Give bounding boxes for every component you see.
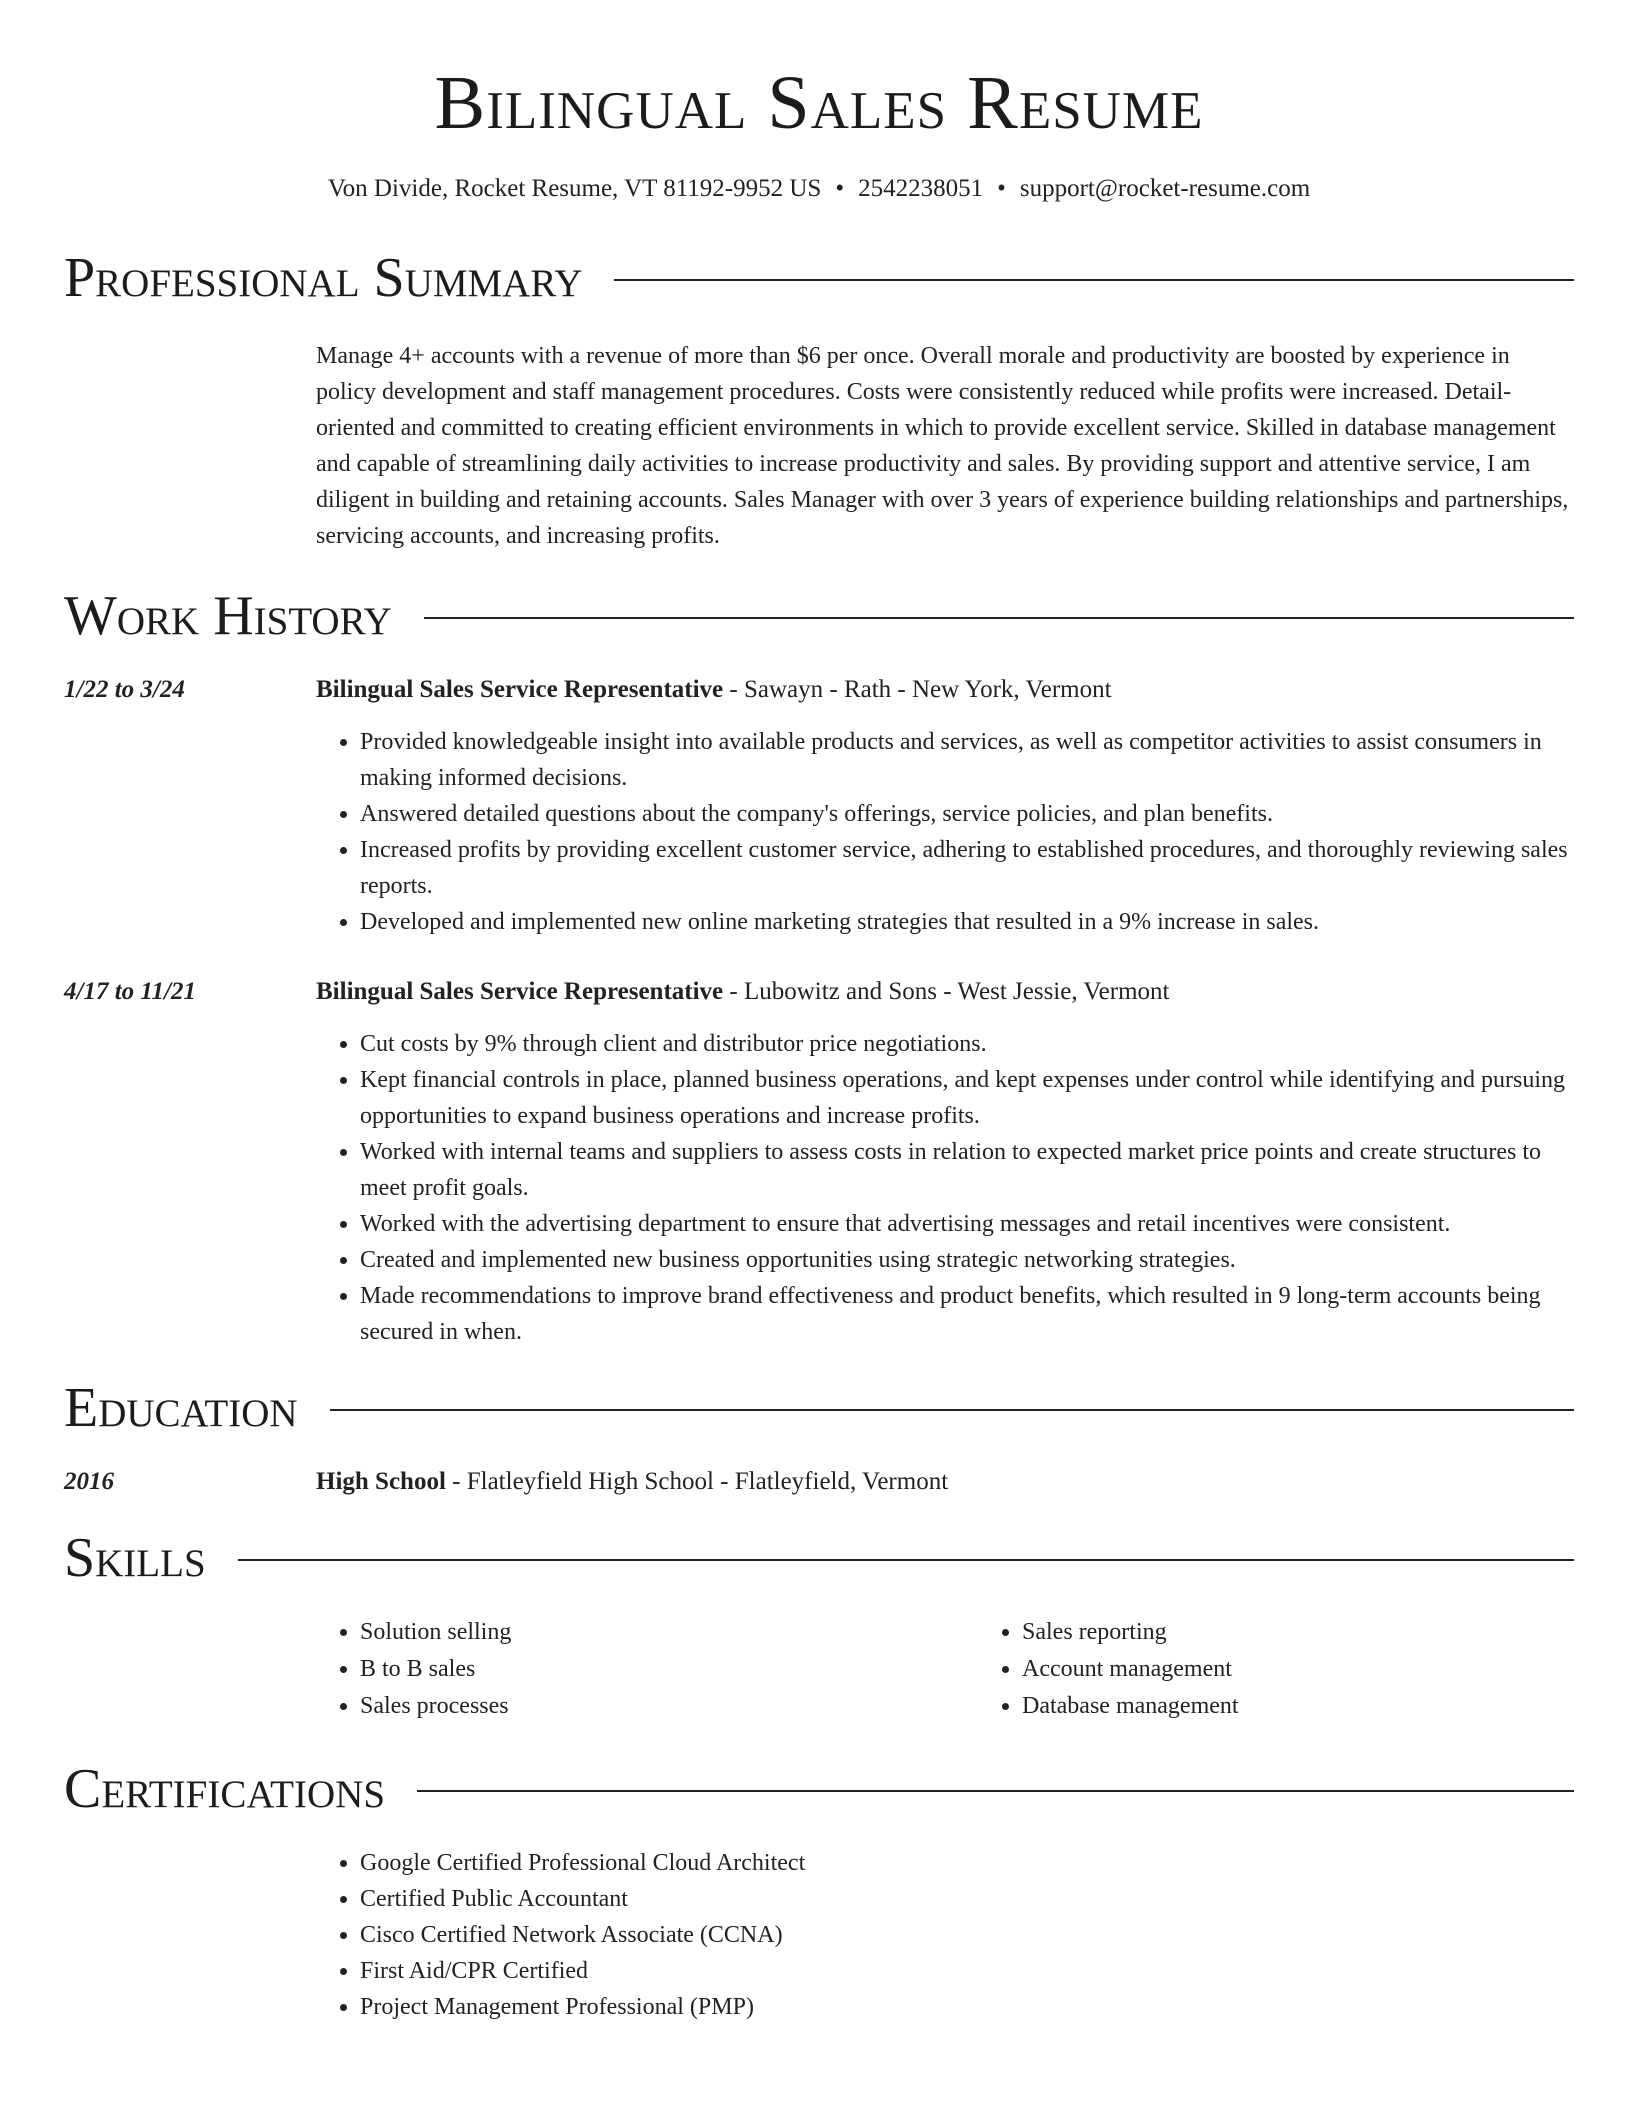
education-line xyxy=(316,1464,1574,1500)
job-left-spacer xyxy=(64,1010,316,1350)
skills-list-left xyxy=(316,1614,978,1725)
skill-item: • B to B sales xyxy=(360,1651,978,1688)
work-heading: Work History xyxy=(64,585,392,647)
skill-item: • Solution selling xyxy=(360,1614,978,1651)
contact-line xyxy=(64,172,1574,206)
section-divider xyxy=(330,1409,1574,1411)
certification-item: • Project Management Professional (PMP) xyxy=(360,1989,1574,2025)
job-bullet: • Developed and implemented new online marketing strategies that resulted in a 9% increase in sales. xyxy=(360,904,1574,940)
certification-item: • Certified Public Accountant xyxy=(360,1881,1574,1917)
section-divider xyxy=(238,1559,1574,1561)
work-section-header xyxy=(64,584,1574,648)
job-details: - Sawayn - Rath - New York, Vermont xyxy=(723,676,1112,703)
job-title: Bilingual Sales Service Representative xyxy=(316,978,724,1005)
job-bullets xyxy=(316,724,1574,940)
job-bullet: • Worked with internal teams and suppliers to assess costs in relation to expected market price points and create structures to meet profit goals. xyxy=(360,1134,1574,1206)
skills-list-right xyxy=(978,1614,1632,1725)
resume-title: Bilingual Sales Resume xyxy=(434,61,1204,145)
job-bullet: • Worked with the advertising department to ensure that advertising messages and retail incentives were consistent. xyxy=(360,1206,1574,1242)
certifications-list xyxy=(316,1845,1574,2025)
education-section-header xyxy=(64,1376,1574,1440)
job-entry xyxy=(64,974,1574,1350)
summary-heading: Professional Summary xyxy=(64,247,583,309)
summary-left-spacer xyxy=(64,338,316,554)
section-divider xyxy=(614,279,1574,281)
contact-address: Von Divide, Rocket Resume, VT 81192-9952 US xyxy=(327,175,822,202)
skill-item: • Sales processes xyxy=(360,1688,978,1725)
skill-item: • Database management xyxy=(1022,1688,1632,1725)
education-details: - Flatleyfield High School - Flatleyfield, Vermont xyxy=(445,1468,949,1495)
certifications-row xyxy=(64,1845,1574,2025)
job-entry xyxy=(64,672,1574,940)
job-bullet: • Made recommendations to improve brand effectiveness and product benefits, which resulted in 9 long-term accounts being secured in when. xyxy=(360,1278,1574,1350)
contact-separator: • xyxy=(997,175,1006,202)
certifications-left-spacer xyxy=(64,1845,316,2025)
job-bullet: • Answered detailed questions about the company's offerings, service policies, and plan benefits. xyxy=(360,796,1574,832)
summary-section-header xyxy=(64,246,1574,310)
education-entry xyxy=(64,1464,1574,1500)
education-year: 2016 xyxy=(64,1468,114,1495)
skills-row xyxy=(64,1590,1574,1725)
job-title: Bilingual Sales Service Representative xyxy=(316,676,724,703)
job-bullet: • Cut costs by 9% through client and distributor price negotiations. xyxy=(360,1026,1574,1062)
contact-phone: 2542238051 xyxy=(858,175,984,202)
education-degree: High School xyxy=(316,1468,446,1495)
skills-left-spacer xyxy=(64,1590,316,1725)
section-divider xyxy=(417,1790,1574,1792)
certification-item: • Cisco Certified Network Associate (CCNA) xyxy=(360,1917,1574,1953)
job-bullets xyxy=(316,1026,1574,1350)
job-left-spacer xyxy=(64,708,316,940)
job-title-line xyxy=(316,974,1574,1010)
certification-item: • First Aid/CPR Certified xyxy=(360,1953,1574,1989)
skill-item: • Account management xyxy=(1022,1651,1632,1688)
certification-item: • Google Certified Professional Cloud Architect xyxy=(360,1845,1574,1881)
contact-separator: • xyxy=(835,175,845,202)
summary-text: Manage 4+ accounts with a revenue of more than $6 per once. Overall morale and productivity are boosted by experience in policy development and staff management procedures. Costs were consistently reduced while profits were increased. Detail-oriented and committed to creating efficient environments in which to provide excellent service. Skilled in database management and capable of streamlining daily activities to increase productivity and sales. By providing support and attentive service, I am diligent in building and retaining accounts. Sales Manager with over 3 years of experience building relationships and partnerships, servicing accounts, and increasing profits. xyxy=(316,343,1569,549)
contact-email: support@rocket-resume.com xyxy=(1019,175,1311,202)
job-title-line xyxy=(316,672,1574,708)
skill-item: • Sales reporting xyxy=(1022,1614,1632,1651)
job-bullet: • Kept financial controls in place, planned business operations, and kept expenses under control while identifying and pursuing opportunities to expand business operations and increase profits. xyxy=(360,1062,1574,1134)
job-bullet: • Provided knowledgeable insight into available products and services, as well as competitor activities to assist consumers in making informed decisions. xyxy=(360,724,1574,796)
skills-columns xyxy=(316,1614,1632,1725)
certifications-section-header xyxy=(64,1757,1574,1821)
job-details: - Lubowitz and Sons - West Jessie, Vermont xyxy=(723,978,1170,1005)
job-bullet: • Created and implemented new business opportunities using strategic networking strategies. xyxy=(360,1242,1574,1278)
job-bullet: • Increased profits by providing excellent customer service, adhering to established procedures, and thoroughly reviewing sales reports. xyxy=(360,832,1574,904)
education-heading: Education xyxy=(64,1377,298,1439)
job-dates: 1/22 to 3/24 xyxy=(64,676,185,703)
skills-heading: Skills xyxy=(64,1527,206,1589)
summary-row xyxy=(64,338,1574,554)
resume-page xyxy=(64,0,1574,2025)
certifications-heading: Certifications xyxy=(64,1758,386,1820)
skills-section-header xyxy=(64,1526,1574,1590)
job-dates: 4/17 to 11/21 xyxy=(64,978,196,1005)
section-divider xyxy=(424,617,1574,619)
